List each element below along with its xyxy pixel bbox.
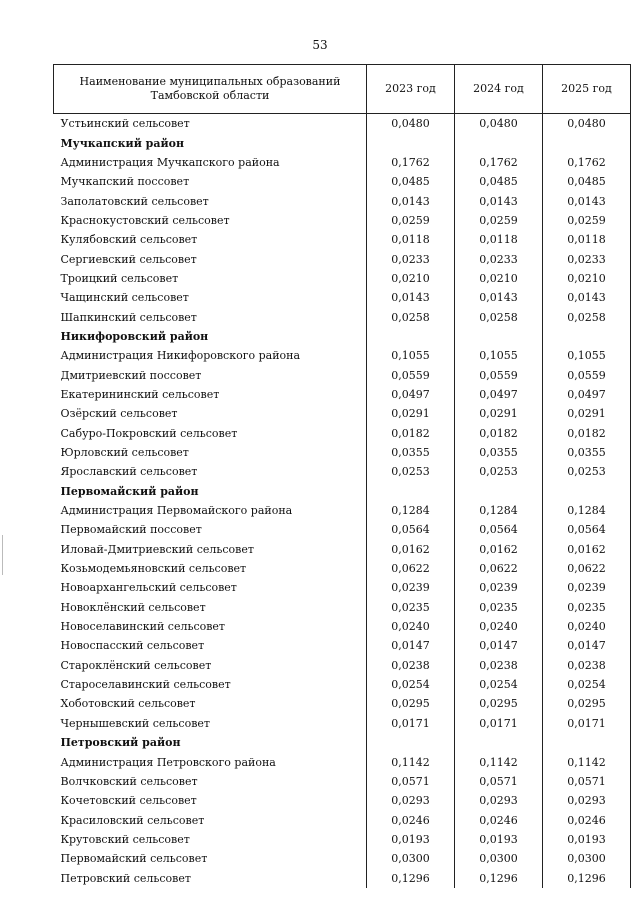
value-cell-2023: 0,0355	[367, 443, 455, 462]
value-cell-2025: 0,0210	[543, 269, 631, 288]
value-cell-2024: 0,0143	[455, 191, 543, 210]
value-cell-2024: 0,0239	[455, 578, 543, 597]
value-cell-2025: 0,0254	[543, 675, 631, 694]
municipality-name: Администрация Мучкапского района	[60, 155, 280, 169]
municipality-name: Екатерининский сельсовет	[60, 387, 220, 401]
table-row	[54, 791, 631, 810]
table-row	[54, 830, 631, 849]
value-cell-2023: 0,0291	[367, 404, 455, 423]
municipality-name: Сергиевский сельсовет	[60, 252, 197, 266]
value-cell-2024: 0,0235	[455, 598, 543, 617]
value-cell-2025: 0,0571	[543, 772, 631, 791]
table-row	[54, 307, 631, 326]
value-cell-2023: 0,0622	[367, 559, 455, 578]
value-cell-2025: 0,0235	[543, 598, 631, 617]
value-cell-2025: 0,0300	[543, 849, 631, 868]
table-row	[54, 172, 631, 191]
municipality-name: Петровский сельсовет	[60, 871, 191, 885]
municipality-name: Мучкапский поссовет	[60, 175, 190, 189]
value-cell-2023: 0,1055	[367, 346, 455, 365]
value-cell-2025	[543, 482, 631, 501]
value-cell-2024: 0,0193	[455, 830, 543, 849]
value-cell-2024: 0,0253	[455, 462, 543, 481]
table-row	[54, 269, 631, 288]
header-year-2023: 2023 год	[367, 65, 455, 114]
value-cell-2024: 0,0233	[455, 249, 543, 268]
table-row	[54, 365, 631, 384]
value-cell-2024: 0,0293	[455, 791, 543, 810]
value-cell-2025: 0,0355	[543, 443, 631, 462]
municipality-name: Администрация Петровского района	[60, 755, 276, 769]
value-cell-2023: 0,1296	[367, 868, 455, 887]
table-row	[54, 462, 631, 481]
table-row	[54, 675, 631, 694]
value-cell-2024: 0,0355	[455, 443, 543, 462]
value-cell-2025: 0,0622	[543, 559, 631, 578]
value-cell-2025: 0,0171	[543, 714, 631, 733]
value-cell-2025	[543, 327, 631, 346]
value-cell-2024: 0,0254	[455, 675, 543, 694]
municipality-name: Волчковский сельсовет	[60, 774, 198, 788]
table-row	[54, 230, 631, 249]
value-cell-2024: 0,0240	[455, 617, 543, 636]
district-name: Первомайский район	[60, 484, 199, 498]
value-cell-2025: 0,0239	[543, 578, 631, 597]
value-cell-2023: 0,0246	[367, 810, 455, 829]
municipality-name: Озёрский сельсовет	[60, 407, 178, 421]
value-cell-2025: 0,1142	[543, 752, 631, 771]
municipality-name: Крутовский сельсовет	[60, 832, 190, 846]
table-row	[54, 598, 631, 617]
header-municipality-line2: Тамбовской области	[150, 89, 270, 102]
value-cell-2024: 0,0210	[455, 269, 543, 288]
district-heading-row	[54, 327, 631, 346]
value-cell-2025: 0,0564	[543, 520, 631, 539]
value-cell-2024	[455, 133, 543, 152]
value-cell-2023	[367, 482, 455, 501]
table-row	[54, 578, 631, 597]
value-cell-2025: 0,0293	[543, 791, 631, 810]
municipality-name: Устьинский сельсовет	[60, 117, 190, 131]
value-cell-2025: 0,0233	[543, 249, 631, 268]
value-cell-2023: 0,0259	[367, 211, 455, 230]
value-cell-2024: 0,0295	[455, 694, 543, 713]
value-cell-2024: 0,1296	[455, 868, 543, 887]
value-cell-2023: 0,0193	[367, 830, 455, 849]
value-cell-2024: 0,0147	[455, 636, 543, 655]
district-heading-row	[54, 482, 631, 501]
scan-edge-mark	[2, 535, 3, 575]
municipality-name: Заполатовский сельсовет	[60, 194, 209, 208]
table-row	[54, 443, 631, 462]
table-row	[54, 346, 631, 365]
table-row	[54, 752, 631, 771]
value-cell-2025: 0,1284	[543, 501, 631, 520]
value-cell-2025: 0,0162	[543, 540, 631, 559]
municipality-name: Краснокустовский сельсовет	[60, 213, 230, 227]
municipality-name: Новоархангельский сельсовет	[60, 581, 237, 595]
table-row	[54, 211, 631, 230]
municipality-name: Староклёнский сельсовет	[60, 658, 212, 672]
value-cell-2024: 0,0622	[455, 559, 543, 578]
value-cell-2025: 0,0143	[543, 288, 631, 307]
value-cell-2025: 0,0258	[543, 307, 631, 326]
header-year-2024: 2024 год	[455, 65, 543, 114]
value-cell-2023: 0,0210	[367, 269, 455, 288]
value-cell-2025: 0,0193	[543, 830, 631, 849]
value-cell-2024: 0,1055	[455, 346, 543, 365]
value-cell-2023	[367, 133, 455, 152]
municipality-name: Кочетовский сельсовет	[60, 794, 197, 808]
table-row	[54, 810, 631, 829]
value-cell-2025: 0,0118	[543, 230, 631, 249]
value-cell-2024: 0,0564	[455, 520, 543, 539]
municipality-name: Староселавинский сельсовет	[60, 678, 231, 692]
value-cell-2023: 0,0480	[367, 114, 455, 134]
table-row	[54, 385, 631, 404]
municipality-name: Администрация Никифоровского района	[60, 349, 301, 363]
value-cell-2024: 0,1284	[455, 501, 543, 520]
page-number: 53	[312, 38, 328, 52]
value-cell-2025: 0,0147	[543, 636, 631, 655]
municipality-name: Администрация Первомайского района	[60, 504, 293, 518]
value-cell-2024: 0,0480	[455, 114, 543, 134]
municipality-name: Новоклёнский сельсовет	[60, 600, 206, 614]
value-cell-2025: 0,0485	[543, 172, 631, 191]
value-cell-2023: 0,0240	[367, 617, 455, 636]
municipality-name: Первомайский поссовет	[60, 523, 202, 537]
value-cell-2024: 0,0497	[455, 385, 543, 404]
value-cell-2023: 0,0497	[367, 385, 455, 404]
value-cell-2025	[543, 133, 631, 152]
value-cell-2025: 0,0182	[543, 424, 631, 443]
municipality-name: Кулябовский сельсовет	[60, 233, 198, 247]
municipality-name: Первомайский сельсовет	[60, 852, 208, 866]
value-cell-2024: 0,0259	[455, 211, 543, 230]
table-row	[54, 868, 631, 887]
table-row	[54, 559, 631, 578]
value-cell-2024: 0,0571	[455, 772, 543, 791]
value-cell-2023: 0,0253	[367, 462, 455, 481]
value-cell-2025: 0,1296	[543, 868, 631, 887]
value-cell-2025: 0,0259	[543, 211, 631, 230]
municipality-name: Юрловский сельсовет	[60, 446, 189, 460]
municipality-name: Ярославский сельсовет	[60, 465, 198, 479]
value-cell-2025: 0,1762	[543, 153, 631, 172]
value-cell-2023	[367, 733, 455, 752]
value-cell-2025: 0,1055	[543, 346, 631, 365]
value-cell-2023: 0,0182	[367, 424, 455, 443]
table-row	[54, 424, 631, 443]
value-cell-2023: 0,0171	[367, 714, 455, 733]
table-row	[54, 636, 631, 655]
value-cell-2023: 0,1142	[367, 752, 455, 771]
value-cell-2024: 0,0182	[455, 424, 543, 443]
value-cell-2025: 0,0253	[543, 462, 631, 481]
value-cell-2024: 0,0246	[455, 810, 543, 829]
table-row	[54, 288, 631, 307]
value-cell-2025: 0,0480	[543, 114, 631, 134]
value-cell-2023: 0,0162	[367, 540, 455, 559]
value-cell-2023: 0,0118	[367, 230, 455, 249]
value-cell-2024: 0,0291	[455, 404, 543, 423]
value-cell-2023: 0,0571	[367, 772, 455, 791]
value-cell-2023: 0,0258	[367, 307, 455, 326]
value-cell-2024: 0,0143	[455, 288, 543, 307]
value-cell-2023: 0,0238	[367, 656, 455, 675]
municipality-name: Троицкий сельсовет	[60, 271, 179, 285]
value-cell-2025: 0,0497	[543, 385, 631, 404]
value-cell-2023: 0,0143	[367, 288, 455, 307]
value-cell-2023: 0,0300	[367, 849, 455, 868]
value-cell-2023: 0,0485	[367, 172, 455, 191]
value-cell-2025	[543, 733, 631, 752]
value-cell-2024: 0,0559	[455, 365, 543, 384]
header-year-2025: 2025 год	[543, 65, 631, 114]
value-cell-2023: 0,1284	[367, 501, 455, 520]
value-cell-2023: 0,0293	[367, 791, 455, 810]
header-municipality	[54, 65, 367, 114]
municipality-name: Новоселавинский сельсовет	[60, 620, 226, 634]
value-cell-2024: 0,0162	[455, 540, 543, 559]
value-cell-2023: 0,0254	[367, 675, 455, 694]
value-cell-2025: 0,0246	[543, 810, 631, 829]
header-municipality-line1: Наименование муниципальных образований	[79, 75, 341, 88]
table-header-row	[54, 65, 631, 114]
value-cell-2024: 0,0300	[455, 849, 543, 868]
value-cell-2024	[455, 733, 543, 752]
value-cell-2023: 0,0147	[367, 636, 455, 655]
value-cell-2025: 0,0291	[543, 404, 631, 423]
district-heading-row	[54, 133, 631, 152]
municipality-name: Хоботовский сельсовет	[60, 697, 196, 711]
value-cell-2024: 0,1142	[455, 752, 543, 771]
table-row	[54, 849, 631, 868]
table-body	[54, 114, 631, 888]
table-row	[54, 501, 631, 520]
value-cell-2024: 0,0485	[455, 172, 543, 191]
table-row	[54, 656, 631, 675]
value-cell-2024: 0,0238	[455, 656, 543, 675]
table-row	[54, 694, 631, 713]
value-cell-2025: 0,0559	[543, 365, 631, 384]
value-cell-2023: 0,0235	[367, 598, 455, 617]
value-cell-2023: 0,0233	[367, 249, 455, 268]
municipality-name: Иловай-Дмитриевский сельсовет	[60, 542, 254, 556]
table-row	[54, 520, 631, 539]
value-cell-2023: 0,0295	[367, 694, 455, 713]
budget-share-table	[53, 64, 631, 888]
district-heading-row	[54, 733, 631, 752]
district-name: Никифоровский район	[60, 329, 209, 343]
table-row	[54, 191, 631, 210]
table-row	[54, 153, 631, 172]
table-row	[54, 114, 631, 134]
value-cell-2024: 0,0171	[455, 714, 543, 733]
municipality-name: Козьмодемьяновский сельсовет	[60, 562, 247, 576]
value-cell-2023: 0,0239	[367, 578, 455, 597]
municipality-name: Дмитриевский поссовет	[60, 368, 202, 382]
municipality-name: Чащинский сельсовет	[60, 291, 189, 305]
value-cell-2024: 0,0258	[455, 307, 543, 326]
value-cell-2023: 0,0143	[367, 191, 455, 210]
district-name: Петровский район	[60, 736, 181, 750]
value-cell-2023	[367, 327, 455, 346]
value-cell-2025: 0,0143	[543, 191, 631, 210]
table-row	[54, 772, 631, 791]
value-cell-2023: 0,1762	[367, 153, 455, 172]
value-cell-2025: 0,0238	[543, 656, 631, 675]
value-cell-2025: 0,0240	[543, 617, 631, 636]
municipality-name: Чернышевский сельсовет	[60, 716, 210, 730]
table-row	[54, 714, 631, 733]
table-row	[54, 617, 631, 636]
value-cell-2025: 0,0295	[543, 694, 631, 713]
municipality-name: Красиловский сельсовет	[60, 813, 205, 827]
table-row	[54, 249, 631, 268]
municipality-name: Шапкинский сельсовет	[60, 310, 197, 324]
value-cell-2024	[455, 327, 543, 346]
value-cell-2024: 0,1762	[455, 153, 543, 172]
value-cell-2023: 0,0559	[367, 365, 455, 384]
district-name: Мучкапский район	[60, 136, 185, 150]
table-row	[54, 404, 631, 423]
municipality-name: Сабуро-Покровский сельсовет	[60, 426, 238, 440]
table-row	[54, 540, 631, 559]
value-cell-2024: 0,0118	[455, 230, 543, 249]
municipality-name: Новоспасский сельсовет	[60, 639, 205, 653]
value-cell-2023: 0,0564	[367, 520, 455, 539]
value-cell-2024	[455, 482, 543, 501]
